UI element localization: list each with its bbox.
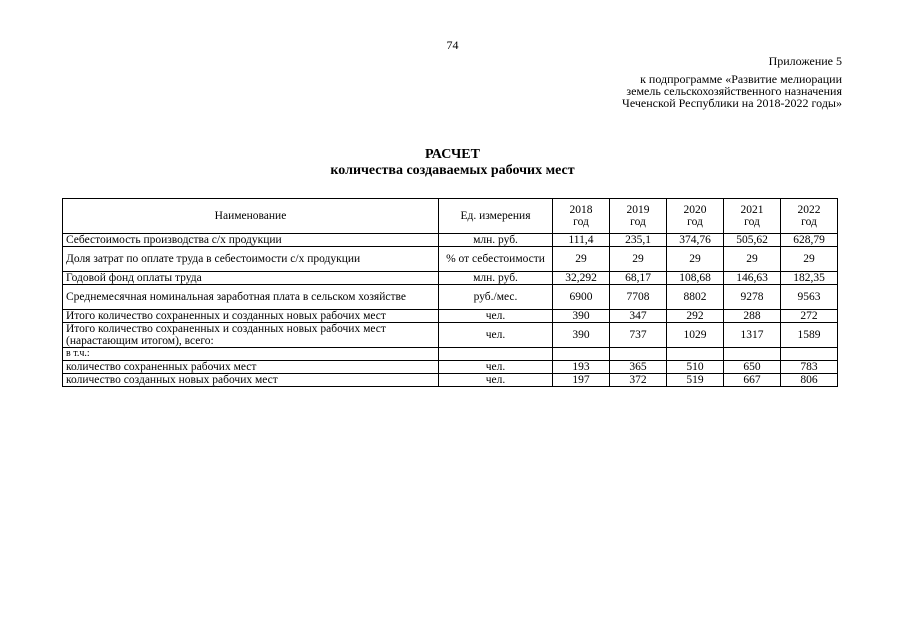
- row-value: 365: [610, 361, 667, 374]
- header-year-suffix: год: [573, 216, 589, 228]
- row-value: 1589: [781, 323, 838, 348]
- row-value: 29: [724, 247, 781, 272]
- row-value: [610, 348, 667, 361]
- row-value: [724, 348, 781, 361]
- row-unit: чел.: [439, 323, 553, 348]
- header-year-suffix: год: [630, 216, 646, 228]
- table-row: [63, 361, 838, 374]
- row-unit: % от себестоимости: [439, 247, 553, 272]
- subprogram-line: земель сельскохозяйственного назначения: [626, 84, 842, 98]
- header-year: 2020: [683, 204, 707, 216]
- row-value: 68,17: [610, 272, 667, 285]
- header-year-suffix: год: [687, 216, 703, 228]
- subprogram-line: к подпрограмме «Развитие мелиорации: [640, 72, 842, 86]
- table-header-row: [63, 199, 838, 234]
- table-row: [63, 234, 838, 247]
- row-value: 292: [667, 310, 724, 323]
- row-value: 7708: [610, 285, 667, 310]
- table-row: [63, 348, 838, 361]
- header-unit: Ед. измерения: [439, 199, 553, 234]
- row-name: Себестоимость производства с/х продукции: [63, 234, 439, 247]
- row-value: [667, 348, 724, 361]
- table-row: [63, 285, 838, 310]
- row-value: 390: [553, 323, 610, 348]
- row-value: 9563: [781, 285, 838, 310]
- header-year-2020: [667, 199, 724, 234]
- row-unit: млн. руб.: [439, 234, 553, 247]
- header-name: Наименование: [63, 199, 439, 234]
- row-value: 235,1: [610, 234, 667, 247]
- row-value: 29: [781, 247, 838, 272]
- header-year: 2021: [740, 204, 764, 216]
- calculation-table: [62, 198, 838, 387]
- row-value: 667: [724, 374, 781, 387]
- row-unit: чел.: [439, 310, 553, 323]
- header-year: 2018: [569, 204, 593, 216]
- row-value: [553, 348, 610, 361]
- document-subtitle: количества создаваемых рабочих мест: [330, 163, 575, 178]
- row-value: 650: [724, 361, 781, 374]
- row-value: 737: [610, 323, 667, 348]
- header-year-2019: [610, 199, 667, 234]
- table-row: [63, 310, 838, 323]
- row-value: 146,63: [724, 272, 781, 285]
- row-name: Итого количество сохраненных и созданных новых рабочих мест: [63, 310, 439, 323]
- row-value: 272: [781, 310, 838, 323]
- row-value: 372: [610, 374, 667, 387]
- row-value: 519: [667, 374, 724, 387]
- row-value: 9278: [724, 285, 781, 310]
- row-value: 628,79: [781, 234, 838, 247]
- row-name: Среднемесячная номинальная заработная плата в сельском хозяйстве: [63, 285, 439, 310]
- header-year-2018: [553, 199, 610, 234]
- row-name: количество созданных новых рабочих мест: [63, 374, 439, 387]
- row-value: 505,62: [724, 234, 781, 247]
- row-unit: чел.: [439, 361, 553, 374]
- row-value: 806: [781, 374, 838, 387]
- row-value: 108,68: [667, 272, 724, 285]
- row-unit: [439, 348, 553, 361]
- row-value: 197: [553, 374, 610, 387]
- document-title-block: [0, 147, 905, 179]
- row-value: 510: [667, 361, 724, 374]
- row-unit: руб./мес.: [439, 285, 553, 310]
- appendix-label: Приложение 5: [768, 54, 842, 68]
- table-row: [63, 247, 838, 272]
- row-value: 29: [610, 247, 667, 272]
- row-value: 288: [724, 310, 781, 323]
- row-value: 8802: [667, 285, 724, 310]
- row-unit: чел.: [439, 374, 553, 387]
- subprogram-reference: [622, 73, 842, 109]
- header-year-2022: [781, 199, 838, 234]
- row-name: Итого количество сохраненных и созданных новых рабочих мест (нарастающим итогом), всего:: [63, 323, 439, 348]
- row-value: 182,35: [781, 272, 838, 285]
- table-row: [63, 272, 838, 285]
- header-year-2021: [724, 199, 781, 234]
- table-row: [63, 323, 838, 348]
- subprogram-line: Чеченской Республики на 2018-2022 годы»: [622, 96, 842, 110]
- row-value: 6900: [553, 285, 610, 310]
- header-year: 2022: [797, 204, 821, 216]
- row-value: 1029: [667, 323, 724, 348]
- row-value: 783: [781, 361, 838, 374]
- row-value: 111,4: [553, 234, 610, 247]
- header-year-suffix: год: [744, 216, 760, 228]
- row-value: 1317: [724, 323, 781, 348]
- row-value: [781, 348, 838, 361]
- row-value: 29: [553, 247, 610, 272]
- row-value: 347: [610, 310, 667, 323]
- row-name: в т.ч.:: [63, 348, 439, 361]
- row-value: 32,292: [553, 272, 610, 285]
- page-number: 74: [446, 38, 459, 52]
- row-name: Доля затрат по оплате труда в себестоимости с/х продукции: [63, 247, 439, 272]
- header-year: 2019: [626, 204, 650, 216]
- header-year-suffix: год: [801, 216, 817, 228]
- table-row: [63, 374, 838, 387]
- row-value: 29: [667, 247, 724, 272]
- row-value: 374,76: [667, 234, 724, 247]
- document-title: РАСЧЕТ: [425, 147, 480, 162]
- row-value: 193: [553, 361, 610, 374]
- row-value: 390: [553, 310, 610, 323]
- row-unit: млн. руб.: [439, 272, 553, 285]
- row-name: Годовой фонд оплаты труда: [63, 272, 439, 285]
- row-name: количество сохраненных рабочих мест: [63, 361, 439, 374]
